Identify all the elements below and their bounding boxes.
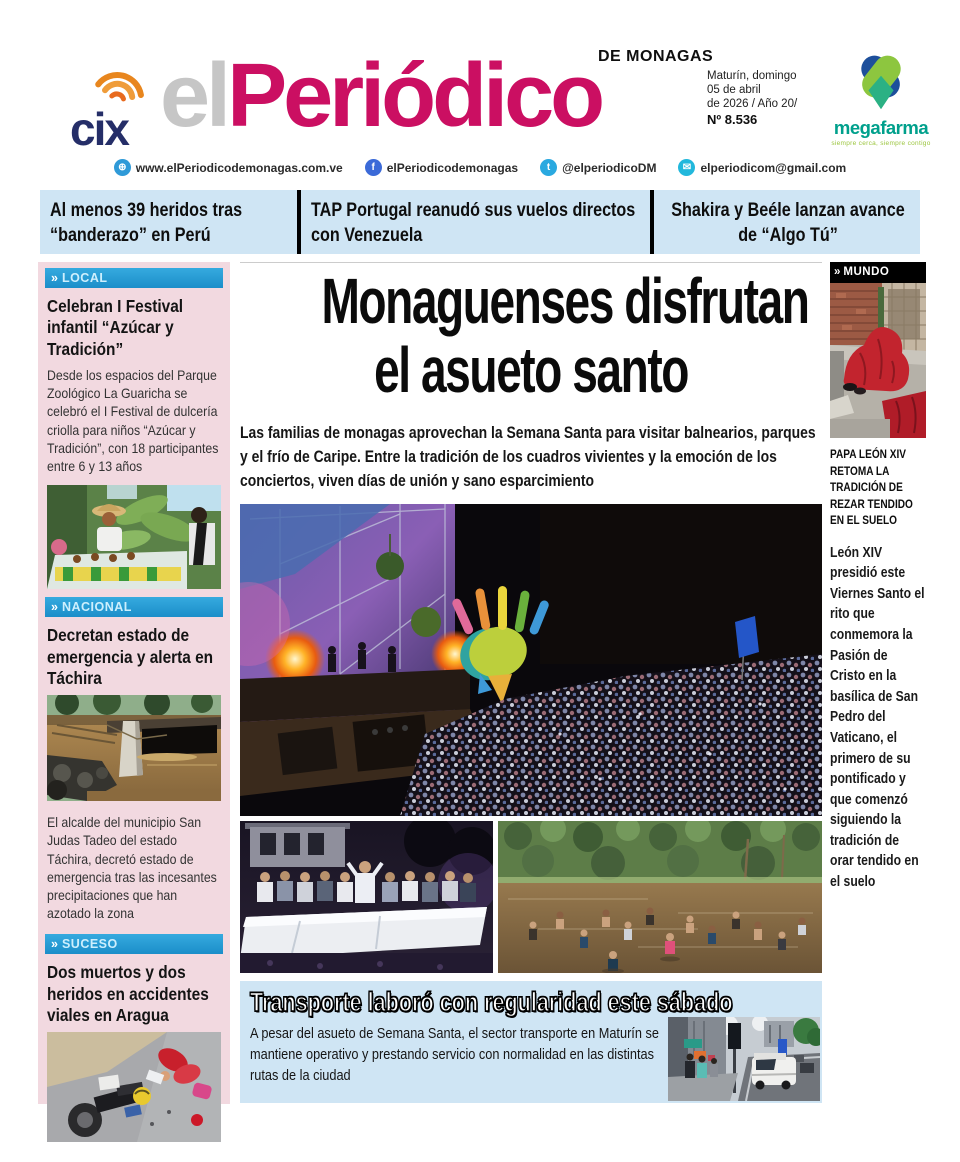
main-story [240,262,822,1103]
suceso-article-title: Dos muertos y dos heridos en accidentes viales en Aragua [47,962,209,1025]
strip-headline-shakira: Shakira y Beéle lanzan avance de “Algo Tú” [650,190,920,254]
section-bar-mundo [830,262,926,283]
river-bathers-photo-art [498,821,822,973]
local-article-body: Desde los espacios del Parque Zoológico La Guaricha se celebró el I Festival de dulcería criolla para niños “Azúcar y Tradición”, con 18 participantes entre 6 y 13 años [47,367,219,474]
mundo-body: León XIV presidió este Viernes Santo el rito que conmemora la Pasión de Cristo en la basílica de San Pedro del Vaticano, el primero de su pontificado y que comenzó siguiendo la tradición de orar tendido en el suelo [830,544,925,890]
accident-photo-art [47,1032,221,1142]
transport-street-photo [668,1017,820,1101]
nacional-article-title: Decretan estado de emergencia y alerta en Táchira [47,625,214,688]
transport-headline: Transporte laboró con regularidad este sábado [250,986,733,1017]
newspaper-logo [160,46,602,146]
tachira-flood-photo [47,695,221,801]
mundo-caption: PAPA LEÓN XIV RETOMA LA TRADICIÓN DE REZAR TENDIDO EN EL SUELO [830,447,913,528]
dateline-line: 05 de abril [707,83,761,96]
dateline-line: de 2026 / Año 20/ [707,97,798,110]
twitter-handle [540,159,656,176]
river-bathers-photo [498,821,822,973]
chevron-icon: » [51,937,58,952]
main-headline [321,265,809,407]
section-bar-suceso [45,934,223,954]
transport-street-photo-art [668,1017,820,1101]
pope-prostrate-photo [830,283,926,438]
email-address: elperiodicom@gmail.com [700,160,847,175]
social-bar [0,159,960,176]
twitter-name: @elperiodicoDM [562,160,657,175]
accident-photo [47,1032,221,1142]
transport-body: A pesar del asueto de Semana Santa, el sector transporte en Maturín se mantiene operativo y prestando servicio con normalidad en las distintas rutas de la ciudad [250,1024,659,1084]
top-headline-strip [40,190,920,254]
twitter-icon: t [540,159,557,176]
cix-wordmark: cix [70,103,128,155]
facebook-name: elPeriodicodemonagas [386,160,519,175]
concert-photo-art [240,504,822,816]
concert-photo [240,504,822,816]
transport-story [240,981,822,1103]
strip-headline-peru: Al menos 39 heridos tras “banderazo” en Perú [50,200,243,246]
chevron-icon: » [51,600,58,615]
cix-logo [70,56,162,155]
facebook-handle [365,159,518,176]
last-supper-photo [240,821,493,973]
website-link [114,159,343,176]
dateline-line: Maturín, domingo [707,70,797,82]
section-label: NACIONAL [61,600,132,615]
dateline [707,70,822,128]
email-contact [678,159,846,176]
megafarma-wordmark: megafarma [833,117,929,138]
megafarma-ad [828,52,934,147]
section-bar-local [45,268,223,288]
section-label: LOCAL [61,271,108,285]
cix-signal-arcs-icon [87,49,157,110]
headline-line: el asueto santo [374,334,688,407]
logo-el: el [160,46,228,146]
nacional-article-body: El alcalde del municipio San Judas Tadeo del estado Táchira, decretó estado de emergencia tras las incesantes precipitaciones que han azotado la zona [47,814,217,922]
local-festival-photo [47,485,221,589]
email-icon: ✉ [678,159,695,176]
megafarma-tagline: siempre cerca, siempre contigo [831,139,931,147]
local-festival-photo-art [47,485,221,589]
strip-headline-tap-portugal: TAP Portugal reanudó sus vuelos directos con Venezuela [297,190,650,254]
chevron-icon: » [51,271,58,285]
mundo-column [830,262,926,893]
edition-number: Nº 8.536 [707,112,758,128]
pope-prostrate-photo-art [830,283,926,438]
logo-periodico: Periódico [227,46,602,146]
megafarma-heart-icon [845,52,917,112]
logo-subtitle: DE MONAGAS [598,48,714,65]
tachira-flood-photo-art [47,695,221,801]
globe-icon: ⊕ [114,159,131,176]
left-sidebar [38,262,230,1104]
chevron-icon: » [834,266,841,278]
website-url: www.elPeriodicodemonagas.com.ve [135,160,343,175]
section-label: SUCESO [61,937,118,952]
section-label: MUNDO [843,266,890,278]
main-deck: Las familias de monagas aprovechan la Semana Santa para visitar balnearios, parques y el frío de Caripe. Entre la tradición de los cuadros vivientes y la emoción de los conciertos, viven días de unión y sano esparcimiento [240,423,816,491]
facebook-icon: f [365,159,382,176]
section-bar-nacional [45,597,223,617]
headline-line: Monaguenses disfrutan [321,265,809,337]
last-supper-photo-art [240,821,493,973]
local-article-title: Celebran I Festival infantil “Azúcar y Tradición” [47,296,184,359]
